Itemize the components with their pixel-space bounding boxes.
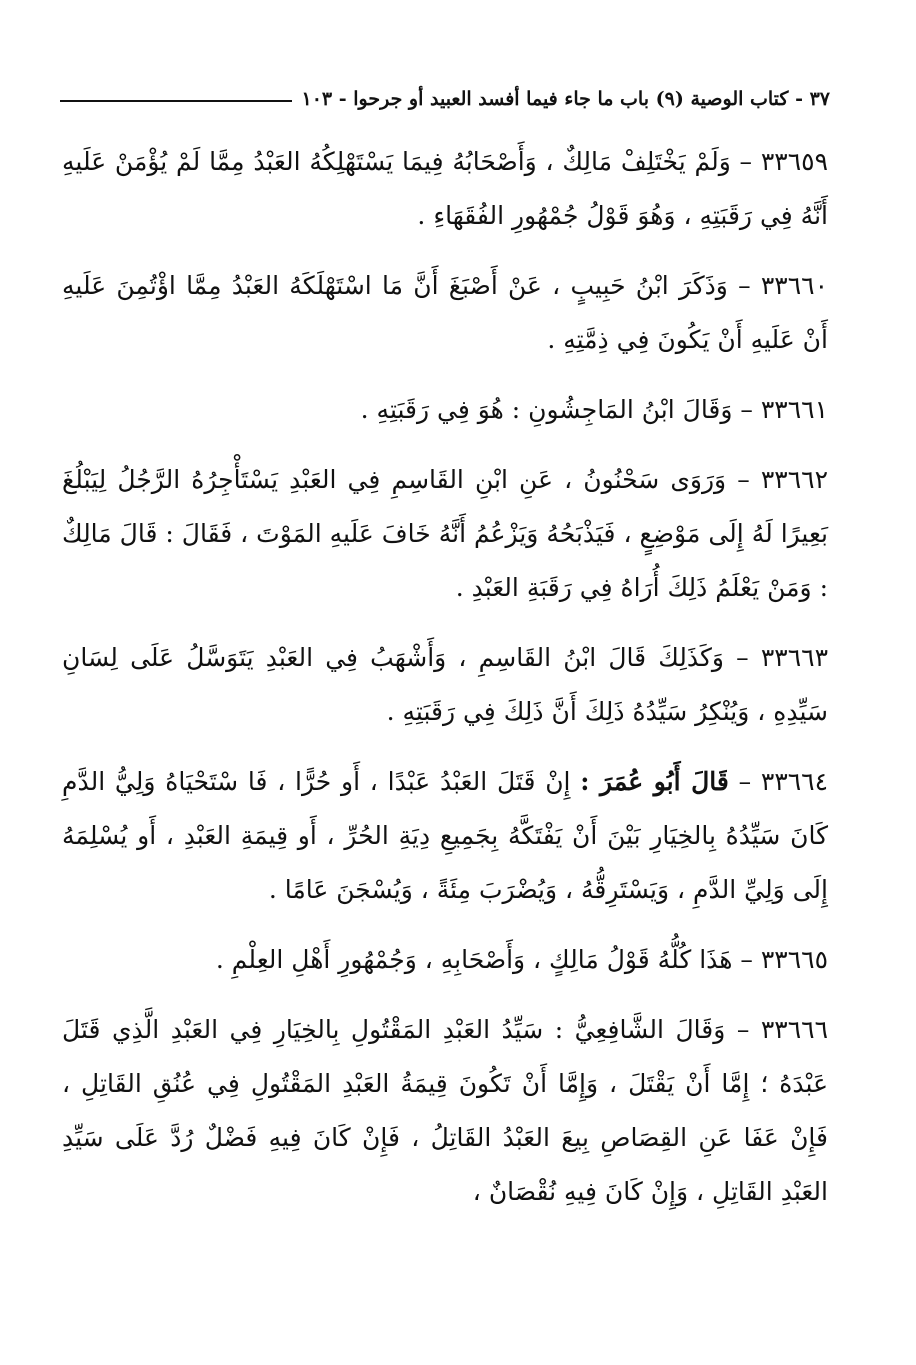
paragraph-number: ٣٣٦٦٤ — [760, 767, 829, 796]
paragraph-text: – وَقَالَ الشَّافِعِيُّ : سَيِّدُ العَبْدِ المَقْتُولِ بِالخِيَارِ فِي العَبْدِ الَّذِي قَتَلَ عَبْدَهُ ؛ إِمَّا أَنْ يَقْتَلَ ، وَإِمَّا أَنْ تَكُونَ قِيمَةُ العَبْدِ المَقْتُولِ فِي عُنُقِ القَاتِلِ ، فَإِنْ عَفَا عَنِ القِصَاصِ بِيعَ العَبْدُ القَاتِلُ ، فَإِنْ كَانَ فِيهِ فَضْلٌ رُدَّ عَلَى سَيِّدِ العَبْدِ القَاتِلِ ، وَإِنْ كَانَ فِيهِ نُقْصَانٌ ، — [62, 1015, 828, 1206]
paragraph-text: – وَذَكَرَ ابْنُ حَبِيبٍ ، عَنْ أَصْبَغَ أَنَّ مَا اسْتَهْلَكَهُ العَبْدُ مِمَّا اؤْتُمِنَ عَلَيهِ أَنْ عَلَيهِ أَنْ يَكُونَ فِي ذِمَّتِهِ . — [62, 271, 828, 354]
paragraph-text: – وَكَذَلِكَ قَالَ ابْنُ القَاسِمِ ، وَأَشْهَبُ فِي العَبْدِ يَتَوَسَّلُ عَلَى لِسَانِ سَيِّدِهِ ، وَيُنْكِرُ سَيِّدُهُ ذَلِكَ أَنَّ ذَلِكَ فِي رَقَبَتِهِ . — [62, 643, 828, 726]
paragraph-number: ٣٣٦٦٥ — [760, 945, 828, 974]
paragraph-33660 — [62, 259, 828, 367]
paragraph-number: ٣٣٦٦٣ — [760, 643, 829, 672]
paragraph-33662 — [62, 453, 828, 615]
paragraph-33663 — [62, 631, 828, 739]
running-head-text: ٣٧ - كتاب الوصية (٩) باب ما جاء فيما أفسد العبيد أو جرحوا - ١٠٣ — [301, 88, 830, 110]
paragraph-33664 — [62, 755, 828, 917]
paragraph-number: ٣٣٦٦٠ — [760, 271, 828, 300]
page-body — [62, 135, 828, 1235]
paragraph-33659 — [62, 135, 828, 243]
paragraph-number: ٣٣٦٦٢ — [760, 465, 828, 494]
paragraph-number: ٣٣٦٦٦ — [760, 1015, 828, 1044]
paragraph-text: – وَلَمْ يَخْتَلِفْ مَالِكٌ ، وَأَصْحَابُهُ فِيمَا يَسْتَهْلِكُهُ العَبْدُ مِمَّا لَمْ يُؤْمَنْ عَلَيهِ أَنَّهُ فِي رَقَبَتِهِ ، وَهُوَ قَوْلُ جُمْهُورِ الفُقَهَاءِ . — [62, 147, 828, 230]
paragraph-dash: – — [738, 767, 752, 796]
paragraph-text: إِنْ قَتَلَ العَبْدُ عَبْدًا ، أَو حُرًّا ، فَا سْتَحْيَاهُ وَلِيُّ الدَّمِ كَانَ سَيِّدُهُ بِالخِيَارِ بَيْنَ أَنْ يَفْتَكَّهُ بِجَمِيعِ دِيَةِ الحُرِّ ، أَو قِيمَةِ العَبْدِ ، أَو يُسْلِمَهُ إِلَى وَلِيِّ الدَّمِ ، وَيَسْتَرِقُّهُ ، وَيُضْرَبَ مِئَةً ، وَيُسْجَنَ عَامًا . — [62, 767, 828, 904]
paragraph-text: – هَذَا كُلُّهُ قَوْلُ مَالِكٍ ، وَأَصْحَابِهِ ، وَجُمْهُورِ أَهْلِ العِلْمِ . — [215, 945, 753, 974]
paragraph-number: ٣٣٦٦١ — [760, 395, 828, 424]
paragraph-text: – وَرَوَى سَحْنُونُ ، عَنِ ابْنِ القَاسِمِ فِي العَبْدِ يَسْتَأْجِرُهُ الرَّجُلُ لِيَبْلُغَ بَعِيرًا لَهُ إِلَى مَوْضِعٍ ، فَيَذْبَحُهُ وَيَزْعُمُ أَنَّهُ خَافَ عَلَيهِ المَوْتَ ، فَقَالَ : قَالَ مَالِكٌ : وَمَنْ يَعْلَمُ ذَلِكَ أُرَاهُ فِي رَقَبَةِ العَبْدِ . — [62, 465, 828, 602]
running-header — [60, 84, 830, 114]
paragraph-33661 — [62, 383, 828, 437]
paragraph-number: ٣٣٦٥٩ — [760, 147, 828, 176]
paragraph-33666 — [62, 1003, 828, 1219]
paragraph-text: – وَقَالَ ابْنُ المَاجِشُونِ : هُوَ فِي رَقَبَتِهِ . — [360, 395, 753, 424]
paragraph-33665 — [62, 933, 828, 987]
header-rule — [60, 100, 292, 102]
paragraph-lead: قَالَ أَبُو عُمَرَ : — [580, 767, 729, 796]
